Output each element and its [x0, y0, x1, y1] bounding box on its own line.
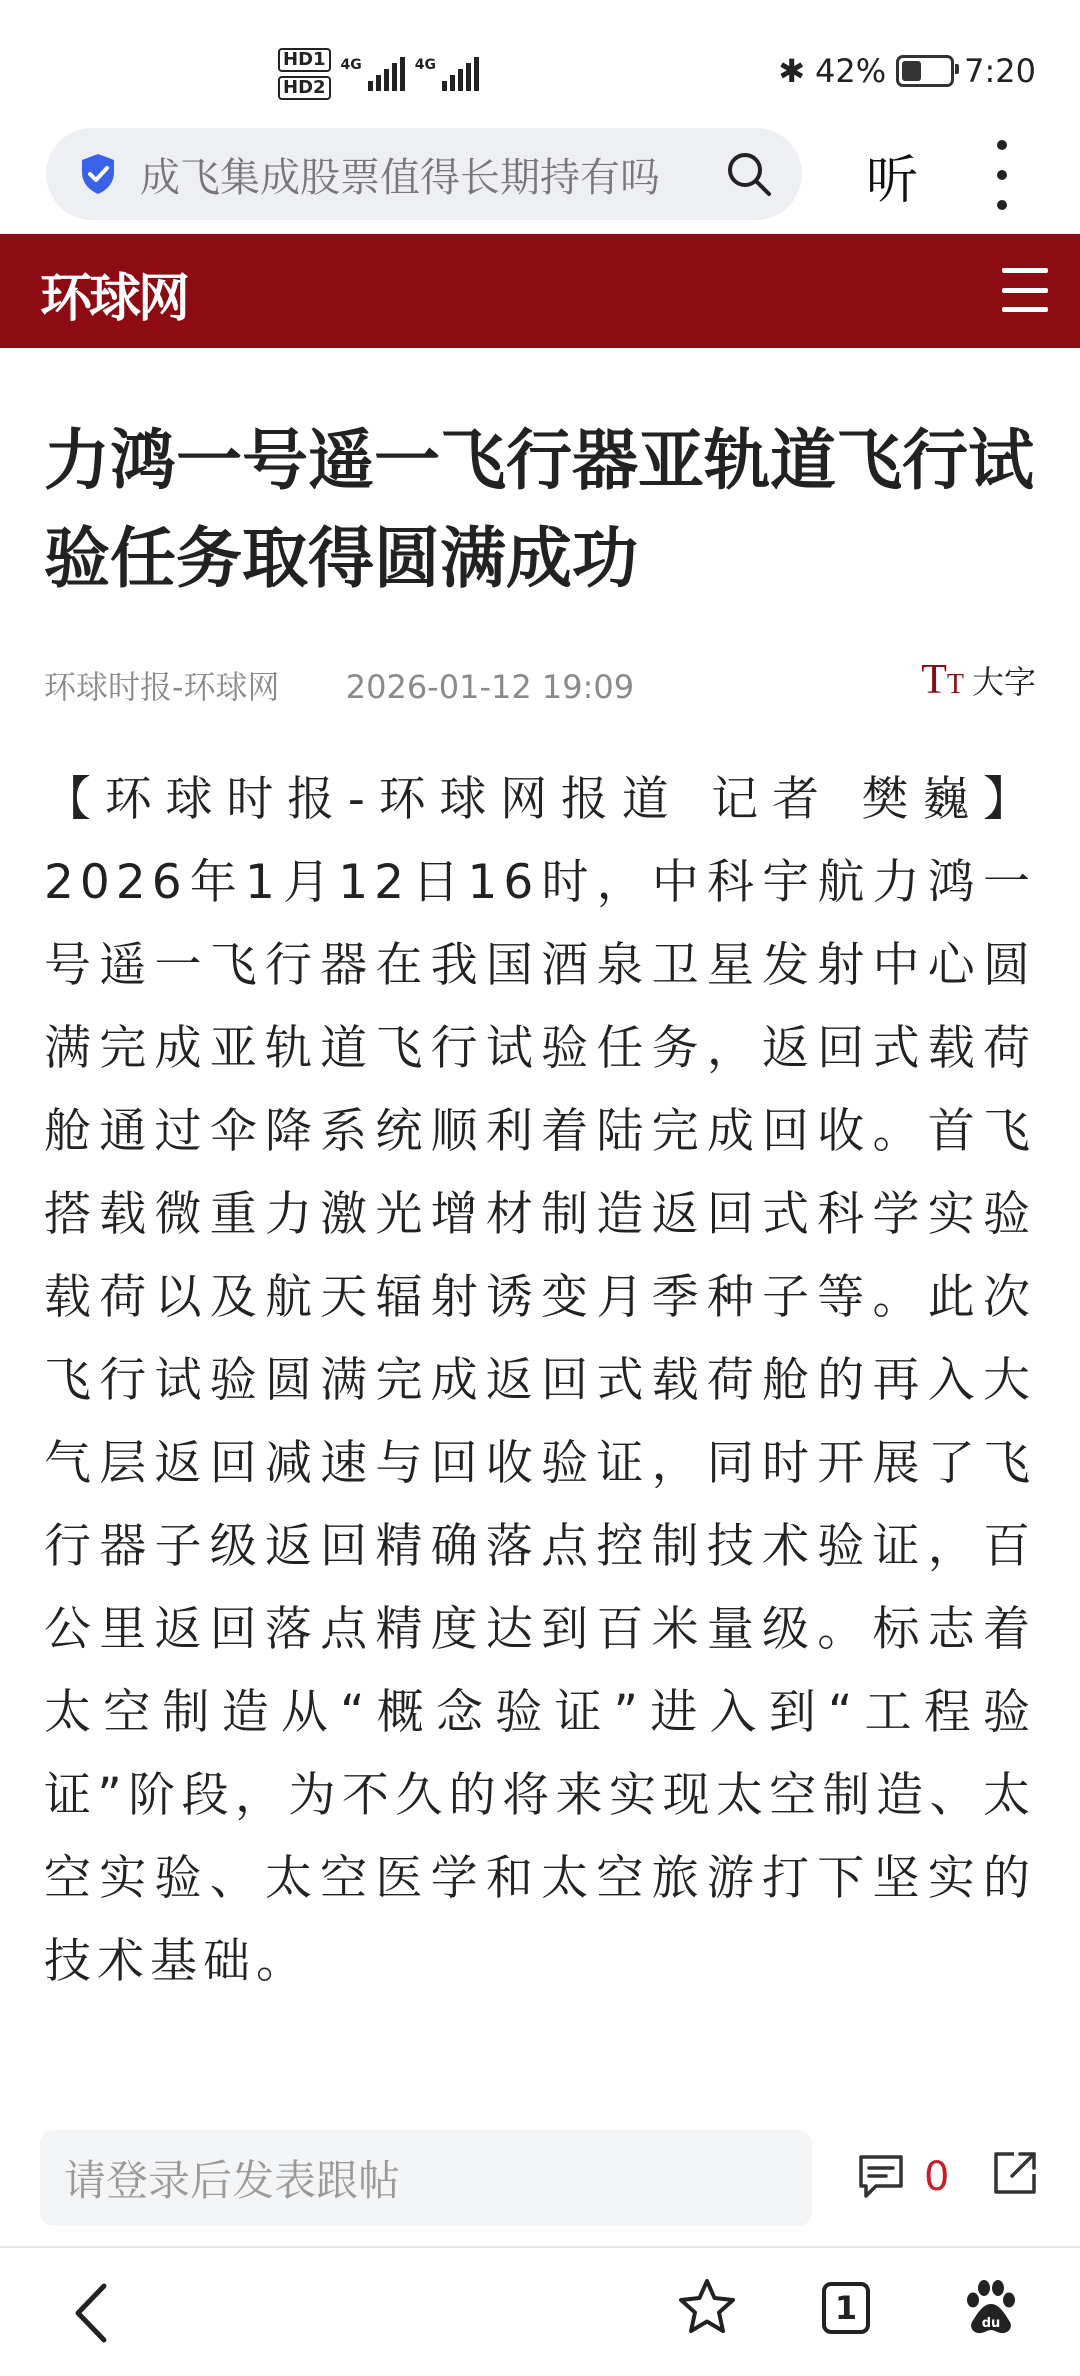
- svg-text:du: du: [981, 2316, 1001, 2331]
- comment-input[interactable]: [40, 2130, 812, 2226]
- hd2-badge: HD2: [278, 76, 331, 100]
- sim-status: [278, 44, 479, 104]
- bookmark-star-icon[interactable]: [676, 2276, 738, 2338]
- comment-icon[interactable]: [856, 2152, 906, 2200]
- status-bar: [0, 0, 1080, 130]
- share-icon[interactable]: [988, 2148, 1040, 2200]
- comment-count[interactable]: 0: [924, 2154, 950, 2200]
- bottom-navigation: [0, 2248, 1080, 2376]
- search-query[interactable]: 成飞集成股票值得长期持有吗: [140, 154, 660, 201]
- listen-button[interactable]: 听: [866, 151, 919, 211]
- bluetooth-icon: ✱: [778, 52, 806, 90]
- signal-icon-1: [341, 57, 405, 91]
- signal-icon-2: [415, 57, 479, 91]
- hd1-badge: HD1: [278, 48, 331, 72]
- network-type-1: 4G: [340, 57, 362, 73]
- site-logo[interactable]: 环球网: [40, 269, 188, 329]
- shield-icon: [78, 152, 118, 196]
- site-header: [0, 234, 1080, 348]
- font-size-icon: TT: [921, 657, 964, 703]
- article-body: 【环球时报-环球网报道 记者 樊巍】2026年1月12日16时，中科宇航力鸿一号遥一飞行器在我国酒泉卫星发射中心圆满完成亚轨道飞行试验任务，返回式载荷舱通过伞降系统顺利着陆完成回收。首飞搭载微重力激光增材制造返回式科学实验载荷以及航天辐射诱变月季种子等。此次飞行试验圆满完成返回式载荷舱的再入大气层返回减速与回收验证，同时开展了飞行器子级返回精确落点控制技术验证，百公里返回落点精度达到百米量级。标志着太空制造从“概念验证”进入到“工程验证”阶段，为不久的将来实现太空制造、太空实验、太空医学和太空旅游打下坚实的技术基础。: [44, 772, 1036, 1989]
- article-source[interactable]: 环球时报-环球网: [44, 668, 280, 706]
- comment-bar: [0, 2108, 1080, 2228]
- network-type-2: 4G: [414, 57, 436, 73]
- hd-indicator: [278, 48, 331, 100]
- search-icon[interactable]: [724, 149, 774, 199]
- article-title: 力鸿一号遥一飞行器亚轨道飞行试验任务取得圆满成功: [44, 422, 1034, 597]
- baidu-paw-icon[interactable]: [962, 2276, 1020, 2336]
- large-font-label: 大字: [971, 663, 1036, 701]
- hamburger-menu-icon[interactable]: [1002, 268, 1048, 312]
- back-icon[interactable]: [66, 2278, 116, 2348]
- large-font-toggle[interactable]: [921, 656, 1036, 704]
- comment-placeholder: 请登录后发表跟帖: [64, 2156, 401, 2205]
- status-right: [778, 52, 1036, 90]
- article-meta: [44, 662, 634, 708]
- search-bar[interactable]: [46, 128, 802, 220]
- battery-icon: [896, 55, 954, 87]
- tabs-button[interactable]: 1: [822, 2282, 870, 2334]
- article-date: 2026-01-12 19:09: [345, 668, 635, 706]
- clock: 7:20: [964, 52, 1036, 90]
- more-menu-icon[interactable]: [990, 140, 1014, 210]
- battery-percent: 42%: [815, 52, 887, 90]
